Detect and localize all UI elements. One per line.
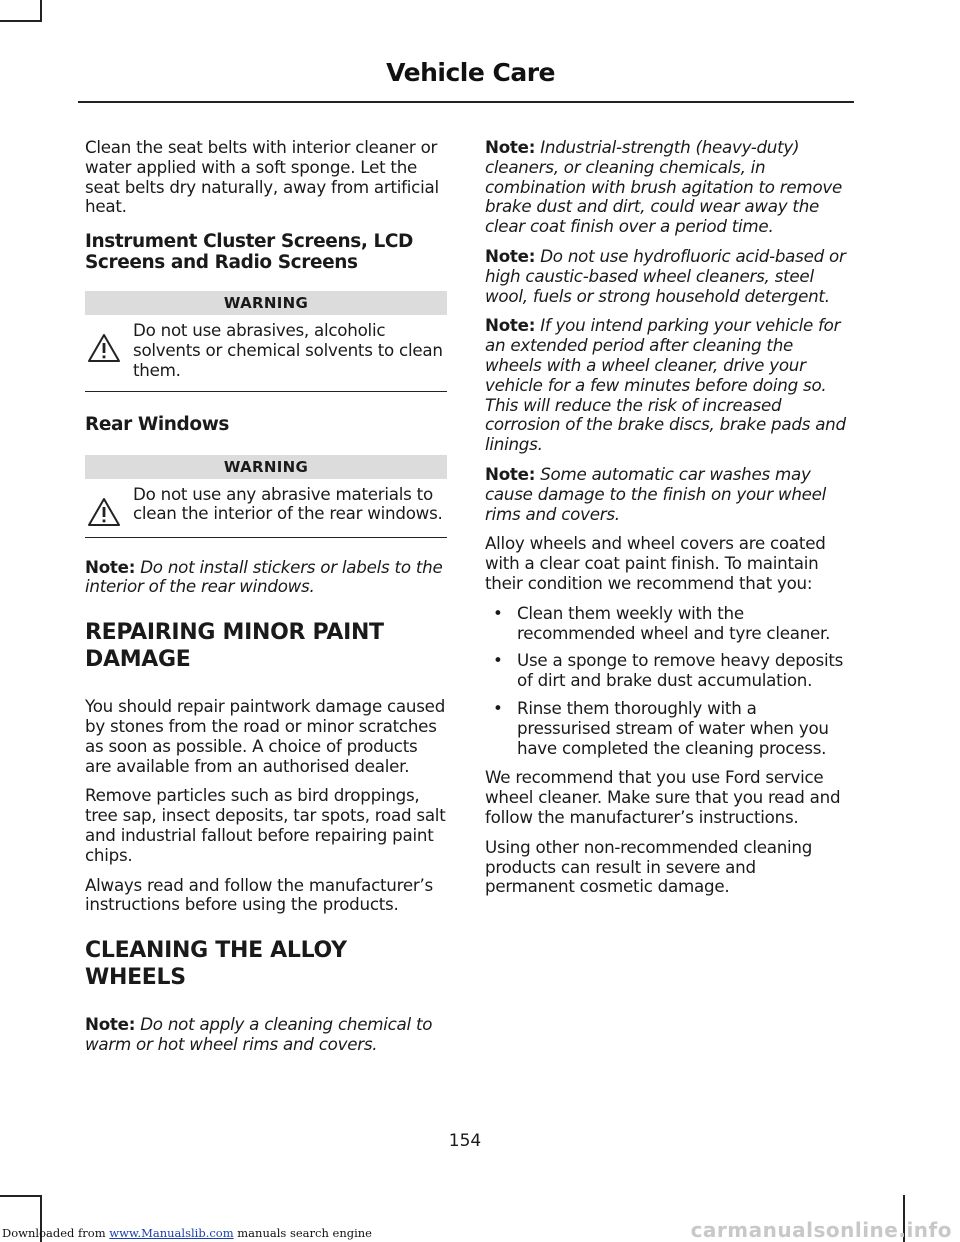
list-item — [485, 651, 847, 691]
recommendation-list — [485, 604, 847, 759]
note-acid — [485, 247, 847, 306]
footer-suffix: manuals search engine — [233, 1226, 372, 1240]
note-label: Note: — [85, 1014, 136, 1035]
note-label: Note: — [485, 315, 536, 336]
note-label: Note: — [485, 245, 536, 266]
list-item-text: Rinse them thoroughly with a pressurised stream of water when you have completed the cleaning process. — [517, 697, 829, 758]
seat-belts-paragraph: Clean the seat belts with interior cleaner or water applied with a soft sponge. Let the seat belts dry naturally, away from artificial heat. — [85, 137, 439, 217]
paint-paragraph: Remove particles such as bird droppings, tree sap, insect deposits, tar spots, road salt and industrial fallout before repairing paint chips. — [85, 785, 446, 865]
warning-text: Do not use any abrasive materials to clean the interior of the rear windows. — [133, 483, 443, 524]
note-text: Do not install stickers or labels to the interior of the rear windows. — [85, 556, 443, 597]
paint-paragraph: Always read and follow the manufacturer’s instructions before using the products. — [85, 874, 433, 915]
page-title: Vehicle Care — [386, 58, 555, 87]
crop-mark — [0, 20, 42, 22]
warning-triangle-icon — [87, 497, 121, 527]
warning-box — [85, 315, 447, 391]
note-text: Do not apply a cleaning chemical to warm or hot wheel rims and covers. — [85, 1014, 433, 1054]
bullet: • — [493, 697, 503, 718]
paint-damage-heading: REPAIRING MINOR PAINT DAMAGE — [85, 620, 384, 673]
note-warm-wheels — [85, 1015, 447, 1055]
crop-mark — [0, 1195, 42, 1197]
manualslib-link[interactable]: www.Manualslib.com — [109, 1226, 234, 1240]
warning-paragraph: Using other non-recommended cleaning products can result in severe and permanent cosmetic damage. — [485, 836, 813, 897]
screens-heading: Instrument Cluster Screens, LCD Screens and Radio Screens — [85, 231, 414, 274]
note-text: Some automatic car washes may cause damage to the finish on your wheel rims and covers. — [485, 463, 827, 524]
note-stickers — [85, 558, 447, 598]
bullet: • — [493, 650, 503, 671]
note-label: Note: — [85, 556, 136, 577]
note-industrial — [485, 138, 847, 237]
list-item — [485, 604, 847, 644]
note-car-wash — [485, 465, 847, 524]
recommend-paragraph: We recommend that you use Ford service wheel cleaner. Make sure that you read and follow the manufacturer’s instructions. — [485, 767, 841, 827]
note-text: Industrial-strength (heavy-duty) cleaners, or cleaning chemicals, in combination with brush agitation to remove brake dust and dirt, could wear away the clear coat finish over a period time. — [485, 137, 843, 237]
list-item-text: Use a sponge to remove heavy deposits of dirt and brake dust accumulation. — [517, 650, 844, 691]
bullet: • — [493, 602, 503, 623]
note-label: Note: — [485, 137, 536, 157]
warning-text: Do not use abrasives, alcoholic solvents or chemical solvents to clean them. — [133, 320, 443, 380]
header-divider — [78, 101, 854, 103]
warning-title: WARNING — [85, 455, 447, 479]
note-text: If you intend parking your vehicle for an extended period after cleaning the wheels with a wheel cleaner, drive your vehicle for a few minutes before doing so. This will reduce the risk of increased corrosion of the brake discs, brake pads and linings. — [485, 315, 846, 455]
alloy-wheels-heading: CLEANING THE ALLOY WHEELS — [85, 938, 347, 991]
warning-title: WARNING — [85, 291, 447, 315]
rear-windows-heading: Rear Windows — [85, 413, 230, 435]
warning-box — [85, 479, 447, 538]
watermark: carmanualsonline.info — [690, 1218, 952, 1242]
download-footer — [2, 1226, 372, 1240]
note-text: Do not use hydrofluoric acid-based or high caustic-based wheel cleaners, steel wool, fuels or strong household detergent. — [485, 245, 846, 306]
crop-mark — [40, 0, 42, 22]
note-parking — [485, 316, 847, 455]
list-item — [485, 699, 847, 758]
paint-paragraph: You should repair paintwork damage caused by stones from the road or minor scratches as soon as possible. A choice of products are available from an authorised dealer. — [85, 696, 446, 776]
left-column — [85, 138, 447, 1065]
list-item-text: Clean them weekly with the recommended wheel and tyre cleaner. — [517, 602, 831, 643]
note-label: Note: — [485, 463, 536, 484]
alloy-paragraph: Alloy wheels and wheel covers are coated with a clear coat paint finish. To maintain their condition we recommend that you: — [485, 533, 826, 593]
warning-triangle-icon — [87, 333, 121, 363]
footer-prefix: Downloaded from — [2, 1226, 110, 1240]
right-column — [485, 138, 847, 907]
page-number: 154 — [448, 1131, 482, 1151]
